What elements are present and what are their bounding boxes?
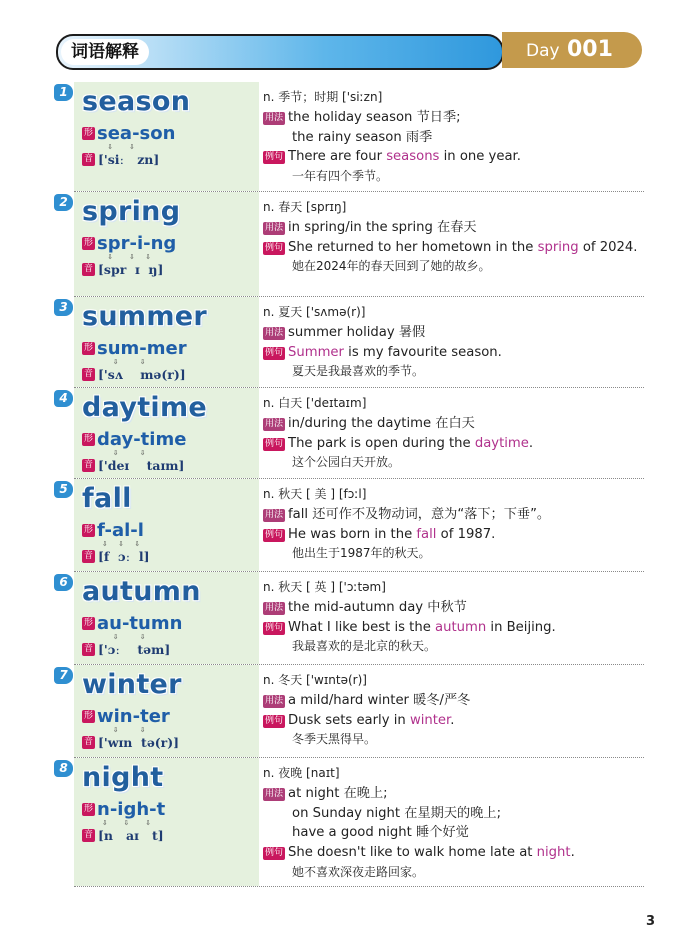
syllable-row	[82, 613, 182, 634]
word-panel	[59, 388, 259, 478]
example-line	[263, 618, 644, 638]
pronunciation: ['sʌ mə(r)]	[98, 367, 186, 382]
syllable-badge: 形	[83, 618, 93, 628]
definition-panel	[259, 665, 644, 757]
example-line	[263, 711, 644, 731]
definition: n. 夜晚 [naɪt]	[263, 766, 340, 780]
usage-tag: 用法	[265, 112, 284, 123]
pronunciation-row	[82, 732, 179, 751]
example-line	[263, 343, 644, 363]
syllable-row	[82, 233, 176, 254]
usage-line	[263, 598, 644, 618]
example-translation: 我最喜欢的是北京的秋天。	[292, 639, 437, 654]
vocab-entry	[59, 665, 644, 758]
vocabulary-list	[59, 82, 644, 887]
page-number: 3	[646, 914, 656, 929]
down-arrow-icons: ⇩ ⇩	[102, 448, 146, 458]
example-translation: 夏天是我最喜欢的季节。	[292, 364, 425, 379]
down-arrow-icons: ⇩ ⇩	[102, 632, 146, 642]
pronunciation: ['wɪn tə(r)]	[98, 735, 180, 750]
usage-line	[263, 784, 644, 804]
usage-tag: 用法	[265, 327, 284, 338]
vocab-entry	[59, 192, 644, 297]
day-tab	[502, 32, 642, 68]
definition-panel	[259, 297, 644, 387]
syllable-badge: 形	[83, 238, 93, 248]
example-line	[263, 434, 644, 454]
usage-text: summer holiday 暑假	[288, 324, 426, 340]
down-arrow-icons: ⇩ ⇩	[102, 725, 146, 735]
pronunciation: ['deɪ taɪm]	[98, 458, 185, 473]
usage-line	[263, 505, 644, 525]
sound-badge: 音	[83, 460, 93, 470]
sound-badge: 音	[83, 737, 93, 747]
usage-tag: 用法	[265, 509, 284, 520]
entry-number: 8	[54, 760, 73, 777]
syllables: au-tumn	[97, 613, 183, 634]
syllable-badge: 形	[83, 128, 93, 138]
pronunciation-row	[82, 639, 170, 658]
usage-text: the holiday season 节日季;	[288, 109, 461, 125]
sound-badge: 音	[83, 264, 93, 274]
example-pre: There are four	[288, 149, 387, 165]
example-post: of 1987.	[436, 526, 496, 542]
example-pre: She doesn't like to walk home late at	[288, 845, 537, 861]
example-tag: 例句	[265, 152, 284, 163]
example-translation: 这个公园白天开放。	[292, 455, 401, 470]
vocab-entry	[59, 572, 644, 665]
example-highlight: Summer	[288, 344, 344, 360]
definition-panel	[259, 758, 644, 886]
definition: n. 秋天 [ 美 ] [fɔːl]	[263, 487, 367, 501]
example-translation: 他出生于1987年的秋天。	[292, 546, 431, 561]
vocab-entry	[59, 758, 644, 887]
pronunciation: [n aɪ t]	[98, 828, 164, 843]
syllable-badge: 形	[83, 434, 93, 444]
example-line	[263, 238, 644, 258]
definition: n. 白天 ['deɪtaɪm]	[263, 396, 367, 410]
pronunciation-row	[82, 546, 150, 565]
syllables: n-igh-t	[97, 799, 166, 820]
usage-tag: 用法	[265, 695, 284, 706]
example-tag: 例句	[265, 848, 284, 859]
down-arrow-icons: ⇩ ⇩ ⇩	[102, 252, 151, 262]
vocab-entry	[59, 479, 644, 572]
syllable-row	[82, 429, 186, 450]
example-post: .	[570, 845, 575, 861]
example-post: in Beijing.	[486, 619, 556, 635]
usage-tag: 用法	[265, 222, 284, 233]
entry-number: 6	[54, 574, 73, 591]
example-translation: 她不喜欢深夜走路回家。	[292, 864, 425, 879]
definition-panel	[259, 82, 644, 191]
word-panel	[59, 665, 259, 757]
headword: night	[82, 762, 164, 793]
example-tag: 例句	[265, 529, 284, 540]
definition: n. 季节；时期 ['siːzn]	[263, 90, 383, 104]
word-panel	[59, 82, 259, 191]
sound-badge: 音	[83, 644, 93, 654]
down-arrow-icons: ⇩ ⇩	[102, 357, 146, 367]
entry-number: 3	[54, 299, 73, 316]
definition-panel	[259, 192, 644, 296]
example-pre: Dusk sets early in	[288, 712, 410, 728]
section-title: 词语解释	[61, 39, 149, 65]
usage-line	[263, 323, 644, 343]
pronunciation-row	[82, 259, 163, 278]
pronunciation: ['siː zn]	[98, 152, 160, 167]
usage-text: fall 还可作不及物动词，意为“落下；下垂”。	[288, 506, 551, 522]
pronunciation-row	[82, 149, 159, 168]
usage-line	[263, 414, 644, 434]
example-line	[263, 525, 644, 545]
pronunciation: [spr ɪ ŋ]	[98, 262, 164, 277]
usage-text: at night 在晚上;	[288, 785, 388, 801]
example-tag: 例句	[265, 715, 284, 726]
example-pre: The park is open during the	[288, 435, 475, 451]
word-panel	[59, 758, 259, 886]
headword: daytime	[82, 392, 208, 423]
syllables: day-time	[97, 429, 187, 450]
usage-text: the mid-autumn day 中秋节	[288, 599, 467, 615]
vocab-entry	[59, 82, 644, 192]
example-tag: 例句	[265, 438, 284, 449]
example-tag: 例句	[265, 347, 284, 358]
syllables: sea-son	[97, 123, 176, 144]
page-header	[56, 32, 642, 70]
definition-panel	[259, 572, 644, 664]
entry-number: 4	[54, 390, 73, 407]
example-post: .	[450, 712, 455, 728]
syllables: f-al-l	[97, 520, 144, 541]
syllable-badge: 形	[83, 525, 93, 535]
example-highlight: daytime	[474, 435, 529, 451]
word-panel	[59, 572, 259, 664]
example-highlight: seasons	[386, 149, 440, 165]
syllables: win-ter	[97, 706, 170, 727]
syllable-row	[82, 520, 144, 541]
section-title-bar	[56, 34, 504, 70]
headword: season	[82, 86, 191, 117]
example-translation: 冬季天黑得早。	[292, 732, 377, 747]
vocab-entry	[59, 388, 644, 479]
headword: summer	[82, 301, 207, 332]
syllables: sum-mer	[97, 338, 187, 359]
example-highlight: autumn	[435, 619, 487, 635]
pronunciation-row	[82, 364, 186, 383]
syllable-row	[82, 338, 187, 359]
example-line	[263, 147, 644, 167]
entry-number: 2	[54, 194, 73, 211]
example-pre: What I like best is the	[288, 619, 436, 635]
pronunciation-row	[82, 455, 184, 474]
pronunciation-row	[82, 825, 164, 844]
entry-number: 1	[54, 84, 73, 101]
definition: n. 春天 [sprɪŋ]	[263, 200, 347, 214]
definition-panel	[259, 388, 644, 478]
syllable-row	[82, 706, 170, 727]
example-pre: He was born in the	[288, 526, 417, 542]
example-post: in one year.	[439, 149, 521, 165]
example-highlight: winter	[409, 712, 451, 728]
definition: n. 冬天 ['wɪntə(r)]	[263, 673, 367, 687]
usage-text: in spring/in the spring 在春天	[288, 219, 477, 235]
usage-line: on Sunday night 在星期天的晚上;	[292, 805, 502, 821]
definition: n. 秋天 [ 英 ] ['ɔːtəm]	[263, 580, 386, 594]
syllables: spr-i-ng	[97, 233, 177, 254]
example-tag: 例句	[265, 622, 284, 633]
sound-badge: 音	[83, 154, 93, 164]
usage-line	[263, 108, 644, 128]
sound-badge: 音	[83, 830, 93, 840]
word-panel	[59, 297, 259, 387]
pronunciation: [f ɔː l]	[98, 549, 150, 564]
definition-panel	[259, 479, 644, 571]
sound-badge: 音	[83, 369, 93, 379]
headword: spring	[82, 196, 181, 227]
definition: n. 夏天 ['sʌmə(r)]	[263, 305, 366, 319]
syllable-row	[82, 799, 165, 820]
example-post: is my favourite season.	[343, 344, 502, 360]
example-line	[263, 843, 644, 863]
usage-tag: 用法	[265, 418, 284, 429]
syllable-badge: 形	[83, 711, 93, 721]
pronunciation: ['ɔː təm]	[98, 642, 171, 657]
headword: winter	[82, 669, 182, 700]
example-highlight: fall	[416, 526, 437, 542]
day-number: 001	[566, 37, 613, 62]
example-pre: She returned to her hometown in the	[288, 239, 538, 255]
day-label: Day	[526, 41, 560, 61]
syllable-badge: 形	[83, 343, 93, 353]
down-arrow-icons: ⇩ ⇩ ⇩	[102, 818, 151, 828]
example-post: of 2024.	[578, 239, 638, 255]
example-highlight: night	[536, 845, 571, 861]
example-tag: 例句	[265, 242, 284, 253]
syllable-row	[82, 123, 175, 144]
usage-text: in/during the daytime 在白天	[288, 415, 475, 431]
example-translation: 她在2024年的春天回到了她的故乡。	[292, 259, 491, 274]
word-panel	[59, 479, 259, 571]
usage-tag: 用法	[265, 788, 284, 799]
down-arrow-icons: ⇩ ⇩	[102, 142, 135, 152]
example-translation: 一年有四个季节。	[292, 169, 389, 184]
vocab-entry	[59, 297, 644, 388]
usage-tag: 用法	[265, 602, 284, 613]
syllable-badge: 形	[83, 804, 93, 814]
usage-line: have a good night 睡个好觉	[292, 825, 469, 841]
down-arrow-icons: ⇩ ⇩ ⇩	[102, 539, 140, 549]
example-post: .	[528, 435, 534, 451]
example-highlight: spring	[537, 239, 579, 255]
sound-badge: 音	[83, 551, 93, 561]
word-panel	[59, 192, 259, 296]
entry-number: 5	[54, 481, 73, 498]
usage-text: a mild/hard winter 暖冬/严冬	[288, 692, 471, 708]
entry-number: 7	[54, 667, 73, 684]
headword: autumn	[82, 576, 201, 607]
usage-line	[263, 691, 644, 711]
usage-line	[263, 218, 644, 238]
usage-line: the rainy season 雨季	[292, 129, 433, 145]
headword: fall	[82, 483, 132, 514]
